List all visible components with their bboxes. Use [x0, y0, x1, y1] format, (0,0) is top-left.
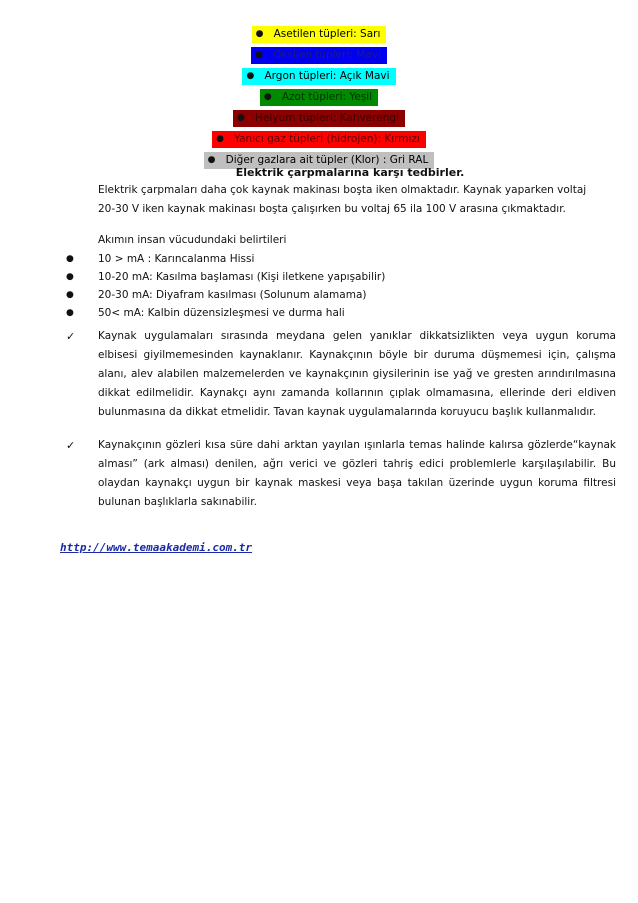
- check-item-text: Kaynakçının gözleri kısa süre dahi arktan yayılan ışınlarla temas halinde kalırsa gözlerde“kaynak alması” (ark alması) denilen, ağrı verici ve gözleri tahriş edici problemlerle karşılaşılabilir. Bu olaydan kaynakçı uygun bir kaynak maskesi veya başa takılan üzerinde uygun koruma filtresi bulunan başlıklarla sakınabilir.: [98, 439, 616, 508]
- list-item-text: 20-30 mA: Diyafram kasılması (Solunum alamama): [98, 289, 367, 301]
- bullet-dot-icon: ●: [246, 71, 255, 81]
- intro-paragraph: [98, 181, 618, 219]
- gas-tube-color-list: [0, 24, 638, 171]
- tube-text: Diğer gazlara ait tüpler (Klor) : Gri RAL: [225, 154, 429, 166]
- section-title: Elektrik çarpmalarına karşı tedbirler.: [235, 166, 465, 179]
- intro-line-2: 20-30 V iken kaynak makinası boşta çalışırken bu voltaj 65 ila 100 V arasına çıkmaktadır.: [98, 203, 566, 215]
- list-item-text: 10-20 mA: Kasılma başlaması (Kişi iletkene yapışabilir): [98, 271, 386, 283]
- list-item: [0, 304, 638, 322]
- tube-text: Asetilen tüpleri: Sarı: [273, 28, 381, 40]
- list-item: [0, 286, 638, 304]
- tube-text: Azot tüpleri: Yeşil: [281, 91, 373, 103]
- bullet-dot-icon: ●: [66, 290, 74, 300]
- list-item-text: 10 > mA : Karıncalanma Hissi: [98, 253, 255, 265]
- tube-highlight: [233, 110, 405, 127]
- tube-item-helium: [0, 108, 638, 129]
- bullet-dot-icon: ●: [207, 155, 216, 165]
- tube-item-nitrogen: [0, 87, 638, 108]
- tube-text: Oksijen tüpleri: Mavi: [273, 49, 381, 61]
- tube-highlight: [242, 68, 395, 85]
- list-item: [0, 268, 638, 286]
- effects-heading: Akımın insan vücudundaki belirtileri: [98, 234, 287, 246]
- list-item-text: 50< mA: Kalbin düzensizleşmesi ve durma hali: [98, 307, 345, 319]
- bullet-dot-icon: ●: [216, 134, 224, 144]
- bullet-dot-icon: ●: [255, 29, 264, 39]
- checkmark-icon: ✓: [66, 439, 76, 452]
- bullet-dot-icon: ●: [66, 272, 74, 282]
- checkmark-icon: ✓: [66, 330, 76, 343]
- website-link[interactable]: http://www.temaakademi.com.tr: [60, 541, 253, 554]
- tube-text: Helyum tüpleri: Kahverengi: [255, 112, 399, 124]
- effects-list: [0, 250, 638, 322]
- bullet-dot-icon: ●: [237, 113, 245, 123]
- tube-item-argon: [0, 66, 638, 87]
- intro-line-1: Elektrik çarpmaları daha çok kaynak makinası boşta iken olmaktadır. Kaynak yaparken voltaj: [98, 184, 587, 196]
- tube-highlight: [251, 47, 387, 64]
- list-item: [0, 250, 638, 268]
- tube-item-oxygen: [0, 45, 638, 66]
- check-item-text: Kaynak uygulamaları sırasında meydana gelen yanıklar dikkatsizlikten veya uygun koruma elbisesi giyilmemesinden kaynaklanır. Kaynakçının böyle bir duruma düşmemesi için, çalışma alanı, alev alabilen malzemelerden ve kaynakçının giysilerinin ise yağ ve gresten arındırılmasına dikkat edilmelidir. Kaynakçı aynı zamanda kollarının çıplak olmamasına, ellerinde deri eldiven bulunmasına da dikkat etmelidir. Tavan kaynak uygulamalarında koruyucu başlık kullanmalıdır.: [98, 330, 616, 418]
- bullet-dot-icon: ●: [255, 50, 264, 60]
- tube-item-hydrogen: [0, 129, 638, 150]
- tube-highlight: [260, 89, 378, 106]
- tube-highlight: [252, 26, 387, 43]
- bullet-dot-icon: ●: [66, 308, 74, 318]
- tube-item-acetylene: [0, 24, 638, 45]
- tube-text: Argon tüpleri: Açık Mavi: [264, 70, 390, 82]
- tube-highlight: [212, 131, 426, 148]
- bullet-dot-icon: ●: [66, 254, 74, 264]
- tube-text: Yanıcı gaz tüpleri (hidrojen): Kırmızı: [234, 133, 420, 145]
- bullet-dot-icon: ●: [263, 92, 272, 102]
